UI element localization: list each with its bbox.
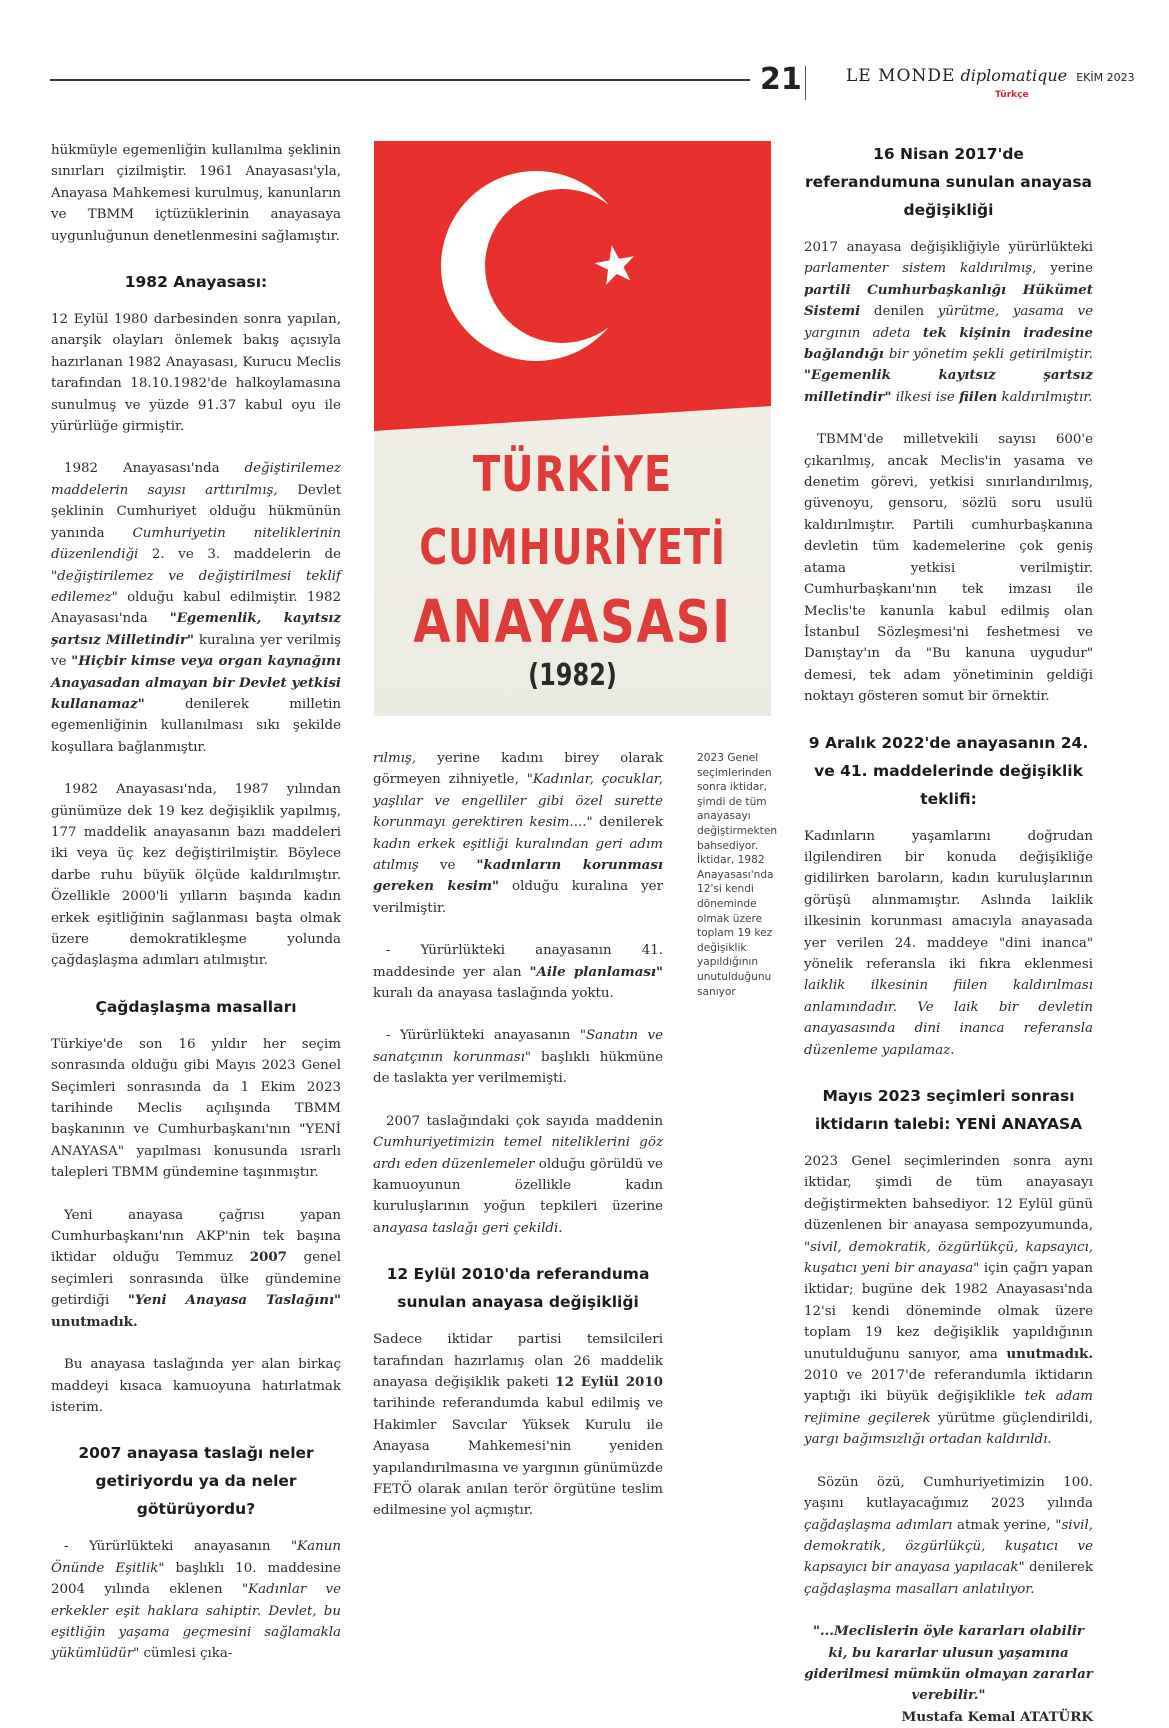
- paragraph: - Yürürlükteki anayasanın 41. maddesinde yer alan "Aile planlaması" kuralı da anayasa taslağında yoktu.: [373, 943, 664, 1002]
- masthead-diplomatique: diplomatique: [960, 66, 1068, 85]
- paragraph: Sözün özü, Cumhuriyetimizin 100. yaşını kutlayacağımız 2023 yılında çağdaşlaşma adımları atmak yerine, "sivil, demokratik, özgürlükçü, kuşatıcı ve kapsayıcı bir anayasa yapılacak" denilerek çağdaşlaşma masalları anlatılıyor.: [804, 1474, 1093, 1597]
- cover-title-line3: ANAYASASI: [413, 587, 732, 656]
- cover-title-line1: TÜRKİYE: [472, 446, 673, 503]
- image-caption: 2023 Genel seçimlerinden sonra iktidar, şimdi de tüm anayasayı değiştirmekten bahsediyor. İktidar, 1982 Anayasası'nda 12'si kendi döneminde olmak üzere toplam 19 kez değişiklik yapıldığının unutulduğunu sanıyor: [697, 752, 778, 998]
- section-heading: 9 Aralık 2022'de anayasanın 24. ve 41. maddelerinde değişiklik teklifi:: [808, 733, 1089, 808]
- turkish-flag-icon: [374, 141, 771, 431]
- paragraph: hükmüyle egemenliğin kullanılma şeklinin sınırları çizilmiştir. 1961 Anayasası'yla, Anayasa Mahkemesi kurulmuş, kanunların ve TBMM içtüzüklerinin anayasaya uygunluğunun denetlenmesini sağlamıştır.: [51, 143, 341, 244]
- ataturk-quote: "...Meclislerin öyle kararları olabilir ki, bu kararlar ulusun yaşamına giderilmesi mümkün olmayan zararlar verebilir.": [804, 1623, 1093, 1704]
- column-left: [51, 140, 341, 1665]
- column-middle: [373, 748, 663, 1522]
- paragraph: 1982 Anayasası'nda, 1987 yılından günümüze dek 19 kez değişiklik yapılmış, 177 maddelik anayasanın bazı maddeleri iki veya üç kez değiştirilmiştir. Böylece darbe ruhu büyük ölçüde kaldırılmıştır. Özellikle 2000'li yılların başında kadın erkek eşitliğinin sağlanması başta olmak üzere demokratikleşme yolunda çağdaşlaşma adımları atılmıştır.: [51, 782, 341, 969]
- paragraph: 12 Eylül 1980 darbesinden sonra yapılan, anarşik olayları önlemek bakış açısıyla hazırlanan 1982 Anayasası, Kurucu Meclis tarafından 18.10.1982'de halkoylamasına sunulmuş ve yüzde 91.37 kabul oyu ile yürürlüğe girmiştir.: [51, 312, 341, 435]
- cover-title-line2: CUMHURİYETİ: [419, 519, 726, 576]
- paragraph: Yeni anayasa çağrısı yapan Cumhurbaşkanı'nın AKP'nin tek başına iktidar olduğu Temmuz 2007 genel seçimleri sonrasında ülke gündemine getirdiği "Yeni Anayasa Taslağını" unutmadık.: [51, 1207, 342, 1330]
- masthead: [846, 66, 1135, 86]
- paragraph: rılmış, yerine kadını birey olarak görmeyen zihniyetle, "Kadınlar, çocuklar, yaşlılar ve engelliler gibi özel surette korunmayı gerektiren kesim...." denilerek kadın erkek eşitliği kuralından geri adım atılmış ve "kadınların korunması gereken kesim" olduğu kuralına yer verilmiştir.: [373, 751, 663, 916]
- page-number: 21: [760, 62, 802, 97]
- header-separator: [805, 66, 806, 100]
- paragraph: 2007 taslağındaki çok sayıda maddenin Cumhuriyetimizin temel niteliklerini göz ardı eden düzenlemeler olduğu görüldü ve kamuoyunun özellikle kadın kuruluşlarının yoğun tepkileri üzerine anayasa taslağı geri çekildi.: [373, 1113, 663, 1236]
- paragraph: Kadınların yaşamlarını doğrudan ilgilendiren bir konuda değişikliğe gidilirken baroların, kadın kuruluşlarının görüşü alınmamıştır. Aslında laiklik ilkesinin korunması amacıyla anayasada yer verilen 24. maddeye "dini inanca" yönelik referansla iki fıkra eklenmesi laiklik ilkesinin fiilen kaldırılması anlamındadır. Ve laik bir devletin anayasasında dini inanca referansla düzenleme yapılamaz.: [804, 828, 1093, 1058]
- column-right: [804, 140, 1093, 1728]
- section-heading: 16 Nisan 2017'de referandumuna sunulan anayasa değişikliği: [804, 145, 1092, 219]
- cover-title-year: (1982): [528, 658, 617, 693]
- paragraph: - Yürürlükteki anayasanın "Kanun Önünde Eşitlik" başlıklı 10. maddesine 2004 yılında eklenen "Kadınlar ve erkekler eşit haklara sahiptir. Devlet, bu eşitliğin yaşama geçmesini sağlamakla yükümlüdür" cümlesi çıka-: [51, 1539, 341, 1662]
- paragraph: Bu anayasa taslağında yer alan birkaç maddeyi kısaca kamuoyuna hatırlatmak isterim.: [51, 1357, 341, 1415]
- paragraph: 2023 Genel seçimlerinden sonra aynı iktidar, şimdi de tüm anayasayı değiştirmekten bahsediyor. 12 Eylül günü düzenlenen bir anayasa sempozyumunda, "sivil, demokratik, özgürlükçü, kapsayıcı, kuşatıcı yeni bir anayasa" için çağrı yapan iktidar; bugüne dek 1982 Anayasası'nda 12'si kendi döneminde olmak üzere toplam 19 kez değişiklik yapıldığının unutulduğunu sanıyor, ama unutmadık. 2010 ve 2017'de referandumla iktidarın yaptığı iki büyük değişiklikle tek adam rejimine geçilerek yürütme güçlendirildi, yargı bağımsızlığı ortadan kaldırıldı.: [804, 1154, 1093, 1448]
- header-rule: [50, 79, 750, 81]
- masthead-date: EKİM 2023: [1076, 71, 1135, 84]
- paragraph: Sadece iktidar partisi temsilcileri tarafından hazırlamış olan 26 maddelik anayasa değişiklik paketi 12 Eylül 2010 tarihinde referandumda kabul edilmiş ve Hakimler Savcılar Yüksek Kurulu ile Anayasa Mahkemesi'nin yeniden yapılandırılmasına ve yargının günümüzde FETÖ olarak anılan terör örgütüne teslim edilmesine yol açmıştır.: [373, 1332, 663, 1519]
- paragraph: 2017 anayasa değişikliğiyle yürürlükteki parlamenter sistem kaldırılmış, yerine partili Cumhurbaşkanlığı Hükümet Sistemi denilen yürütme, yasama ve yargının adeta tek kişinin iradesine bağlandığı bir yönetim şekli getirilmiştir. "Egemenlik kayıtsız şartsız milletindir" ilkesi ise fiilen kaldırılmıştır.: [804, 240, 1094, 405]
- section-heading: 12 Eylül 2010'da referanduma sunulan anayasa değişikliği: [386, 1265, 650, 1312]
- section-heading: Mayıs 2023 seçimleri sonrası iktidarın talebi: YENİ ANAYASA: [814, 1087, 1083, 1133]
- paragraph: TBMM'de milletvekili sayısı 600'e çıkarılmış, ancak Meclis'in yasama ve denetim görevi, yetkisi sınırlandırılmış, güvenoyu, gensoru, sözlü soru usulü kaldırılmıştır. Partili cumhurbaşkanına devletin tüm kademelerine çok geniş atama yetkisi verilmiştir. Cumhurbaşkanı'nın tek imzası ile Meclis'te kanunla kabul edilmiş olan İstanbul Sözleşmesi'ni feshetmesi ve Danıştay'ın da "Bu kanuna uygudur" demesi, tek adam yönetiminin geldiği noktayı gösteren somut bir örnektir.: [804, 432, 1093, 705]
- paragraph: 1982 Anayasası'nda değiştirilemez maddelerin sayısı arttırılmış, Devlet şeklinin Cumhuriyet olduğu hükmünün yanında Cumhuriyetin niteliklerinin düzenlendiği 2. ve 3. maddelerin de "değiştirilemez ve değiştirilmesi teklif edilemez" olduğu kabul edilmiştir. 1982 Anayasası'nda "Egemenlik, kayıtsız şartsız Milletindir" kuralına yer verilmiş ve "Hiçbir kimse veya organ kaynağını Anayasadan almayan bir Devlet yetkisi kullanamaz" denilerek milletin egemenliğinin kullanılması sıkı şekilde koşullara bağlanmıştır.: [51, 461, 342, 755]
- book-cover-image: [374, 141, 771, 716]
- masthead-le-monde: LE MONDE: [846, 66, 956, 86]
- paragraph: Türkiye'de son 16 yıldır her seçim sonrasında olduğu gibi Mayıs 2023 Genel Seçimleri sonrasında da 1 Ekim 2023 tarihinde Meclis açılışında TBMM başkanının ve Cumhurbaşkanı'nın "YENİ ANAYASA" yapılması konusunda ısrarlı talepleri TBMM gündemine taşınmıştır.: [51, 1036, 341, 1181]
- quote-signature: Mustafa Kemal ATATÜRK: [901, 1708, 1093, 1725]
- masthead-language: Türkçe: [995, 90, 1029, 100]
- section-heading: Çağdaşlaşma masalları: [95, 997, 297, 1016]
- section-heading: 2007 anayasa taslağı neler getiriyordu ya da neler götürüyordu?: [78, 1444, 314, 1519]
- paragraph: - Yürürlükteki anayasanın "Sanatın ve sanatçının korunması" başlıklı hükmüne de taslakta yer verilmemişti.: [373, 1028, 663, 1087]
- section-heading: 1982 Anayasası:: [124, 273, 268, 292]
